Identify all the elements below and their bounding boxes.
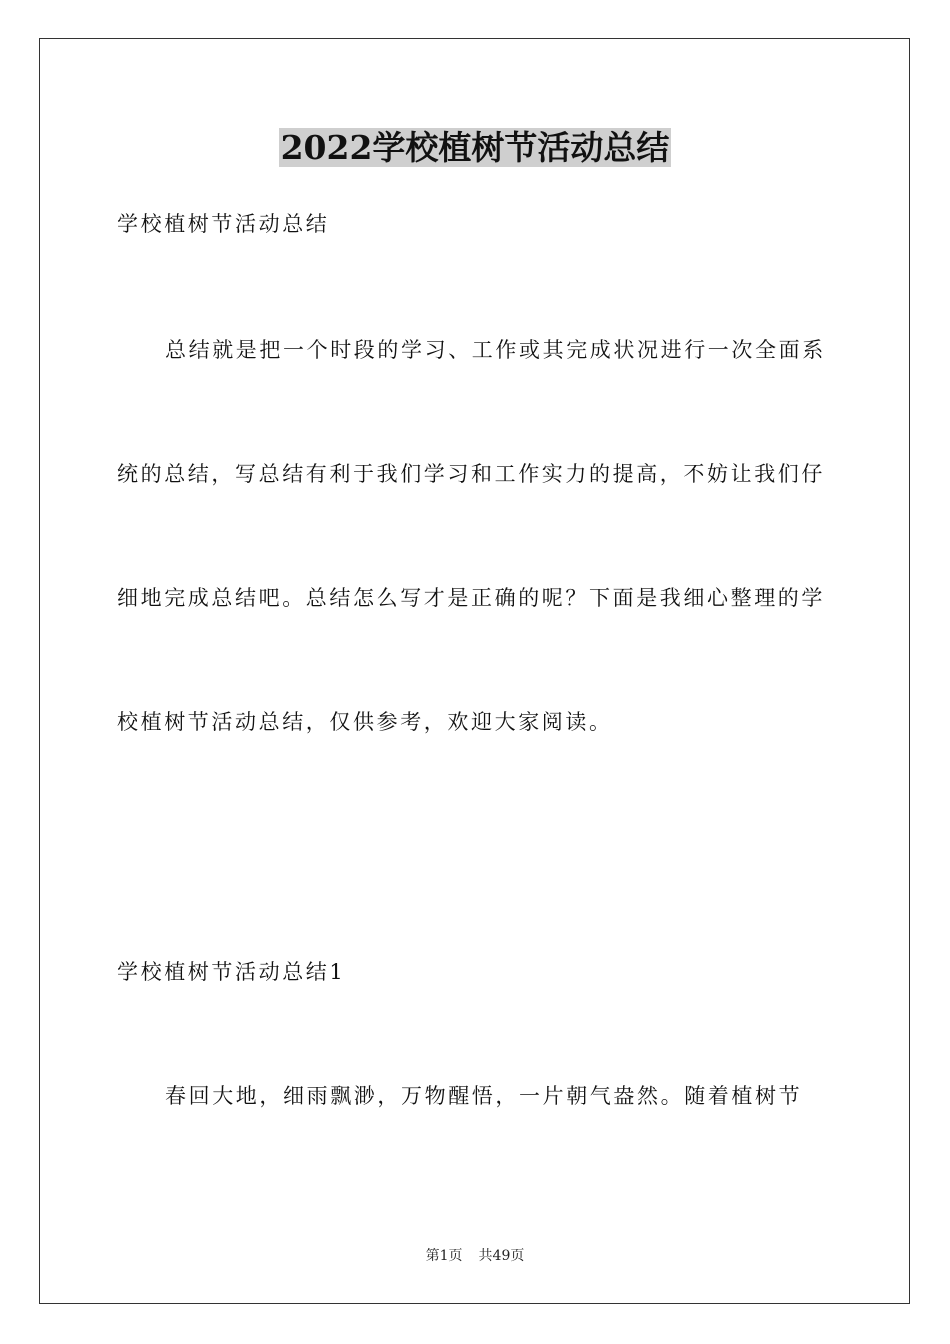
document-title-text: 2022学校植树节活动总结 [280, 128, 670, 167]
paragraph-line: 春回大地，细雨飘渺，万物醒悟，一片朝气盎然。随着植树节 [165, 1084, 803, 1108]
paragraph-line: 统的总结，写总结有利于我们学习和工作实力的提高，不妨让我们仔 [117, 462, 825, 486]
paragraph-line: 细地完成总结吧。总结怎么写才是正确的呢？下面是我细心整理的学 [117, 586, 825, 610]
page-footer [0, 1246, 950, 1266]
document-subtitle: 学校植树节活动总结 [117, 212, 330, 236]
paragraph-line: 总结就是把一个时段的学习、工作或其完成状况进行一次全面系 [165, 338, 826, 362]
page-total: 共49页 [478, 1248, 525, 1264]
document-title [0, 126, 950, 170]
paragraph-line: 校植树节活动总结，仅供参考，欢迎大家阅读。 [117, 710, 613, 734]
section-heading: 学校植树节活动总结1 [117, 960, 346, 984]
page-number: 第1页 [425, 1248, 463, 1264]
